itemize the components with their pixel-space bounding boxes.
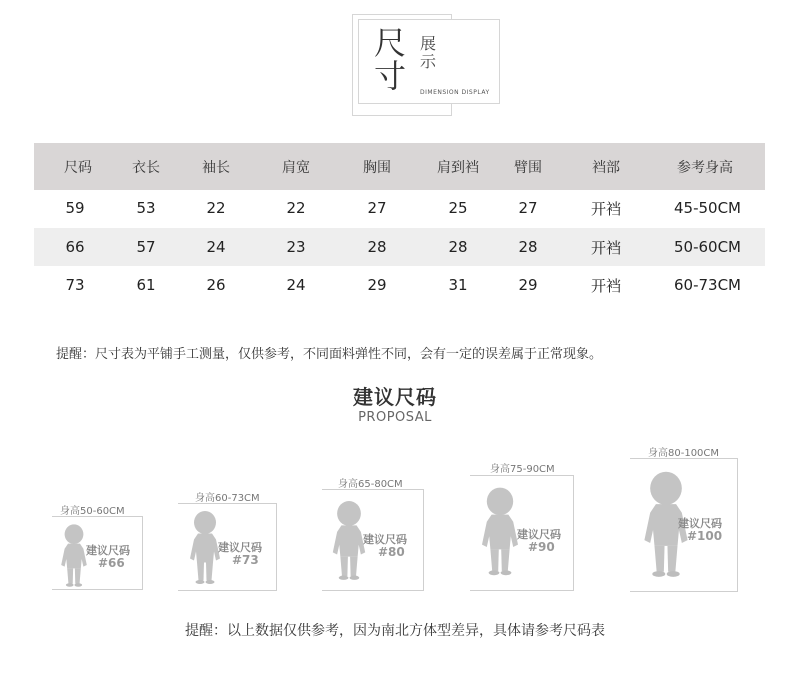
card-size-label: #66: [98, 556, 125, 570]
table-cell: 29: [367, 276, 387, 294]
table-cell: 57: [136, 238, 156, 256]
region-note: 提醒：以上数据仅供参考，因为南北方体型差异，具体请参考尺码表: [185, 623, 605, 639]
table-cell: 50-60CM: [673, 238, 741, 256]
table-cell: 24: [206, 238, 226, 256]
table-header-cell: 胸围: [363, 159, 391, 176]
table-cell: 73: [65, 276, 85, 294]
header-big-top: 尺: [373, 24, 406, 62]
table-header-cell: 肩到裆: [437, 159, 479, 176]
table-row: [34, 190, 765, 226]
header-english: DIMENSION DISPLAY: [420, 89, 490, 96]
card-size-label: #73: [232, 553, 259, 567]
table-row: [34, 267, 765, 303]
table-cell: 28: [518, 238, 538, 256]
table-cell: 25: [448, 199, 468, 217]
table-cell: 开裆: [590, 199, 621, 218]
table-header-cell: 裆部: [592, 159, 620, 176]
table-header-cell: 肩宽: [282, 159, 310, 176]
table-header-cell: 臂围: [514, 159, 542, 176]
table-cell: 28: [367, 238, 387, 256]
table-header-cell: 参考身高: [677, 159, 733, 176]
table-cell: 66: [65, 238, 85, 256]
table-row: [34, 228, 765, 266]
table-cell: 59: [65, 199, 85, 217]
card-height-label: 身高60-73CM: [195, 493, 260, 504]
table-cell: 28: [448, 238, 468, 256]
card-suggest-label: 建议尺码: [517, 528, 561, 541]
table-cell: 61: [136, 276, 156, 294]
table-cell: 24: [286, 276, 306, 294]
card-suggest-label: 建议尺码: [363, 533, 407, 546]
table-header-cell: 衣长: [132, 159, 160, 176]
header-title-big: [372, 24, 408, 95]
table-header-cell: 尺码: [64, 159, 92, 176]
card-height-label: 身高75-90CM: [490, 464, 555, 475]
proposal-english: PROPOSAL: [358, 410, 432, 425]
card-suggest-label: 建议尺码: [218, 541, 262, 554]
card-size-label: #80: [378, 545, 405, 559]
table-header-row: [34, 143, 765, 190]
table-cell: 27: [518, 199, 538, 217]
card-size-label: #90: [528, 540, 555, 554]
table-cell: 22: [286, 199, 306, 217]
card-suggest-label: 建议尺码: [678, 517, 722, 530]
table-cell: 22: [206, 199, 226, 217]
table-cell: 29: [518, 276, 538, 294]
table-cell: 31: [448, 276, 468, 294]
card-height-label: 身高50-60CM: [60, 506, 125, 517]
proposal-title: 建议尺码: [353, 385, 437, 409]
table-cell: 26: [206, 276, 226, 294]
card-suggest-label: 建议尺码: [86, 544, 130, 557]
table-cell: 45-50CM: [673, 199, 741, 217]
table-cell: 23: [286, 238, 306, 256]
measurement-note: 提醒：尺寸表为平铺手工测量，仅供参考，不同面料弹性不同，会有一定的误差属于正常现象。: [56, 347, 603, 362]
table-cell: 开裆: [590, 276, 621, 295]
card-height-label: 身高65-80CM: [338, 479, 403, 490]
card-size-label: #100: [687, 529, 723, 543]
table-header-cell: 袖长: [202, 159, 230, 176]
header-title-small: [418, 35, 438, 71]
table-cell: 开裆: [590, 238, 621, 257]
table-cell: 53: [136, 199, 156, 217]
card-height-label: 身高80-100CM: [648, 448, 720, 459]
header-small-bottom: 示: [419, 52, 436, 71]
table-cell: 27: [367, 199, 387, 217]
table-cell: 60-73CM: [673, 276, 741, 294]
header-big-bottom: 寸: [373, 57, 406, 95]
header-small-top: 展: [419, 34, 436, 53]
